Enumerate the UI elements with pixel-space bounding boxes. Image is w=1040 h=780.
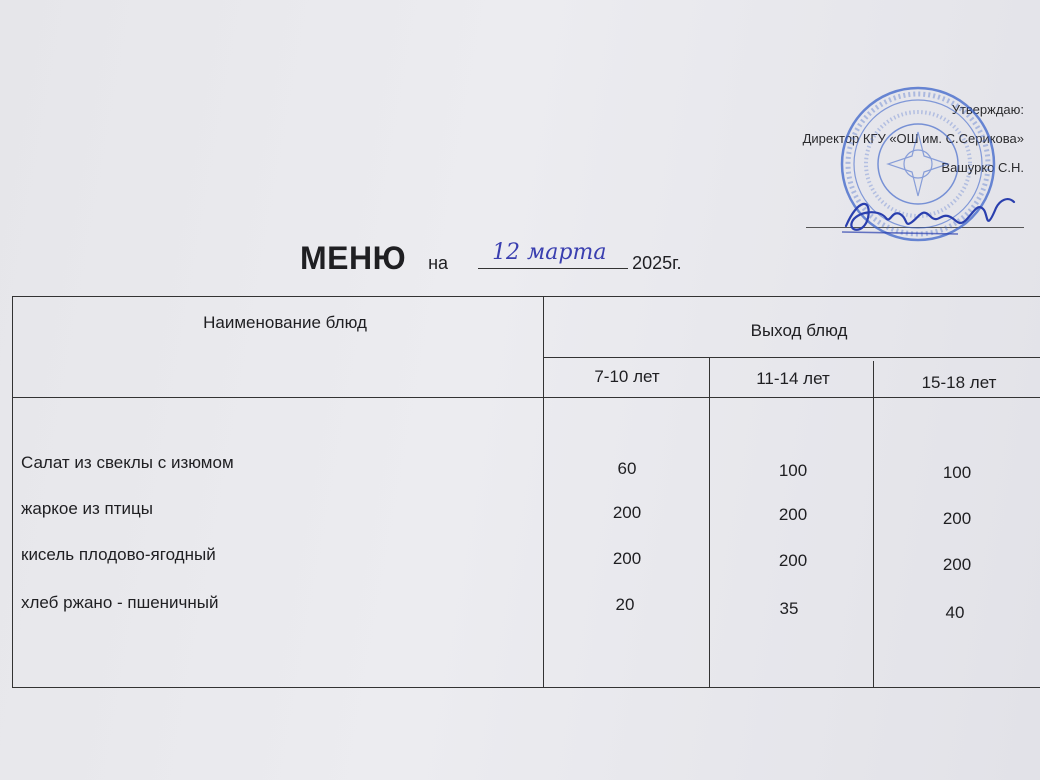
- dish-value-7-10: 60: [617, 459, 637, 478]
- table-subheader-line: [543, 357, 1040, 358]
- dish-value-11-14: 200: [778, 505, 808, 524]
- page-title: МЕНЮ: [300, 240, 407, 276]
- col-header-name: Наименование блюд: [203, 313, 367, 332]
- year-label: 2025г.: [632, 253, 682, 273]
- menu-title-row: [300, 240, 681, 277]
- handwritten-signature-icon: [838, 188, 1018, 244]
- col-header-age-11-14: 11-14 лет: [756, 369, 830, 388]
- dish-name: кисель плодово-ягодный: [21, 545, 216, 564]
- dish-value-11-14: 35: [779, 599, 799, 618]
- col-header-age-15-18: 15-18 лет: [921, 373, 997, 392]
- approval-position: Директор КГУ «ОШ им. С.Серикова»: [802, 131, 1024, 146]
- dish-value-11-14: 100: [778, 461, 808, 480]
- table-divider-age1: [709, 357, 710, 687]
- table-header-bottom-line: [13, 397, 1040, 398]
- dish-name: Салат из свеклы с изюмом: [21, 453, 234, 472]
- approval-name: Вашурко С.Н.: [941, 160, 1024, 175]
- handwritten-date: 12 марта: [492, 240, 607, 265]
- menu-table: [12, 296, 1040, 688]
- dish-name: жаркое из птицы: [21, 499, 153, 518]
- dish-value-11-14: 200: [778, 551, 808, 570]
- dish-value-7-10: 20: [615, 595, 635, 614]
- title-preposition: на: [428, 253, 449, 273]
- dish-value-15-18: 40: [945, 603, 965, 622]
- dish-value-15-18: 200: [942, 555, 972, 574]
- dish-value-7-10: 200: [612, 549, 642, 568]
- table-divider-age2: [873, 361, 874, 687]
- col-header-age-7-10: 7-10 лет: [594, 367, 660, 386]
- dish-value-15-18: 200: [942, 509, 972, 528]
- dish-name: хлеб ржано - пшеничный: [21, 593, 219, 612]
- col-header-output: Выход блюд: [750, 321, 848, 340]
- table-divider-name-output: [543, 297, 544, 687]
- dish-value-15-18: 100: [942, 463, 972, 482]
- approval-line: Утверждаю:: [951, 102, 1024, 117]
- date-field: [478, 240, 628, 269]
- dish-value-7-10: 200: [612, 503, 642, 522]
